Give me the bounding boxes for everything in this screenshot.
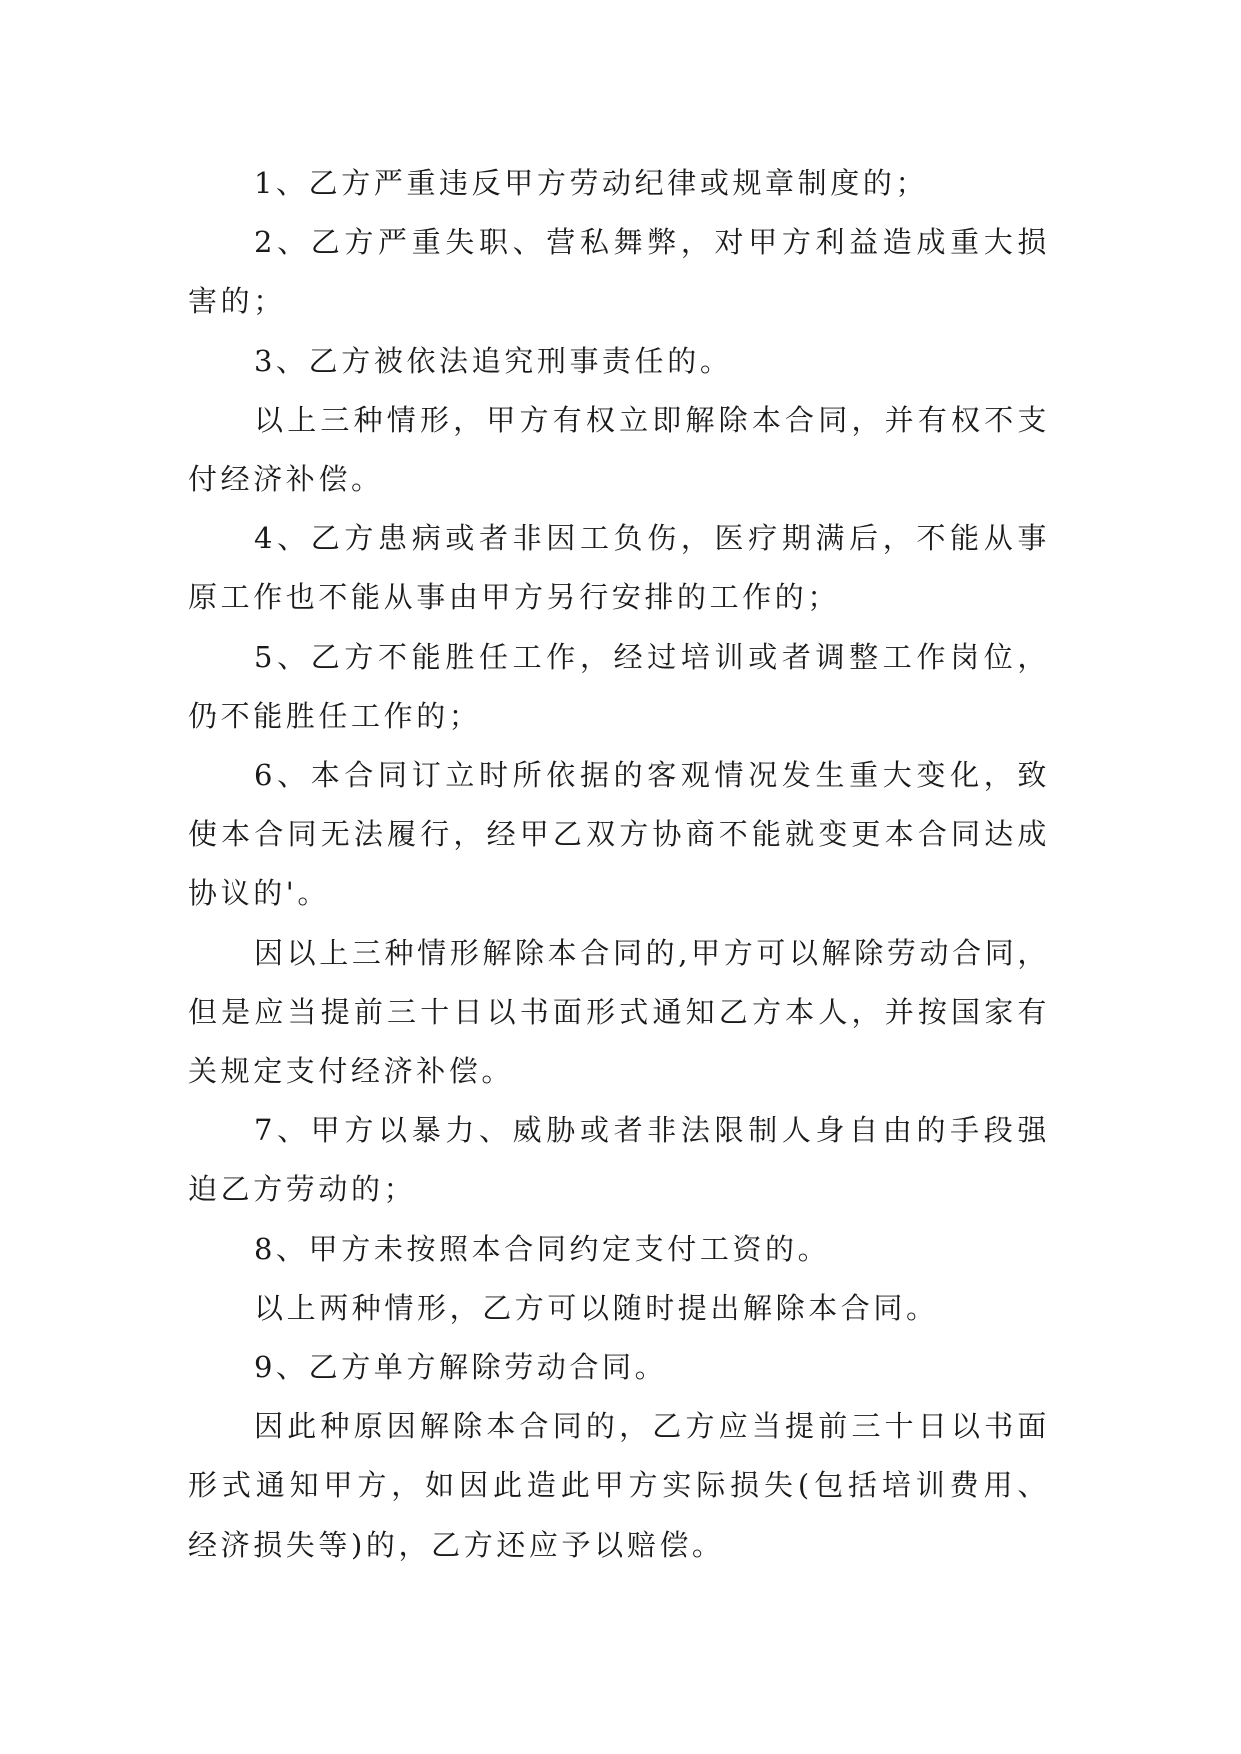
paragraph-clause-9: 9、乙方单方解除劳动合同。 — [254, 1350, 668, 1385]
paragraph-clause-1: 1、乙方严重违反甲方劳动纪律或规章制度的； — [254, 166, 929, 200]
paragraph-note-compensation: 因此种原因解除本合同的，乙方应当提前三十日以书面形式通知甲方，如因此造此甲方实际损失(包括培训费用、经济损失等)的，乙方还应予以赔偿。 — [188, 1409, 1050, 1562]
paragraph-clause-4: 4、乙方患病或者非因工负伤，医疗期满后，不能从事原工作也不能从事由甲方另行安排的工作的； — [188, 521, 1050, 615]
paragraph-note-employer-termination: 以上三种情形，甲方有权立即解除本合同，并有权不支付经济补偿。 — [188, 402, 1050, 497]
paragraph-clause-6: 6、本合同订立时所依据的客观情况发生重大变化，致使本合同无法履行，经甲乙双方协商不能就变更本合同达成协议的'。 — [188, 758, 1050, 911]
paragraph-clause-2: 2、乙方严重失职、营私舞弊，对甲方利益造成重大损害的； — [188, 225, 1050, 319]
paragraph-note-employee-termination: 以上两种情形，乙方可以随时提出解除本合同。 — [254, 1290, 939, 1325]
paragraph-clause-3: 3、乙方被依法追究刑事责任的。 — [254, 343, 733, 378]
document-body — [188, 154, 1050, 1575]
paragraph-clause-8: 8、甲方未按照本合同约定支付工资的。 — [254, 1231, 831, 1266]
paragraph-clause-7: 7、甲方以暴力、威胁或者非法限制人身自由的手段强迫乙方劳动的； — [188, 1113, 1050, 1207]
paragraph-note-notice-termination: 因以上三种情形解除本合同的,甲方可以解除劳动合同，但是应当提前三十日以书面形式通知乙方本人，并按国家有关规定支付经济补偿。 — [188, 935, 1050, 1089]
paragraph-clause-5: 5、乙方不能胜任工作，经过培训或者调整工作岗位，仍不能胜任工作的； — [188, 639, 1050, 733]
